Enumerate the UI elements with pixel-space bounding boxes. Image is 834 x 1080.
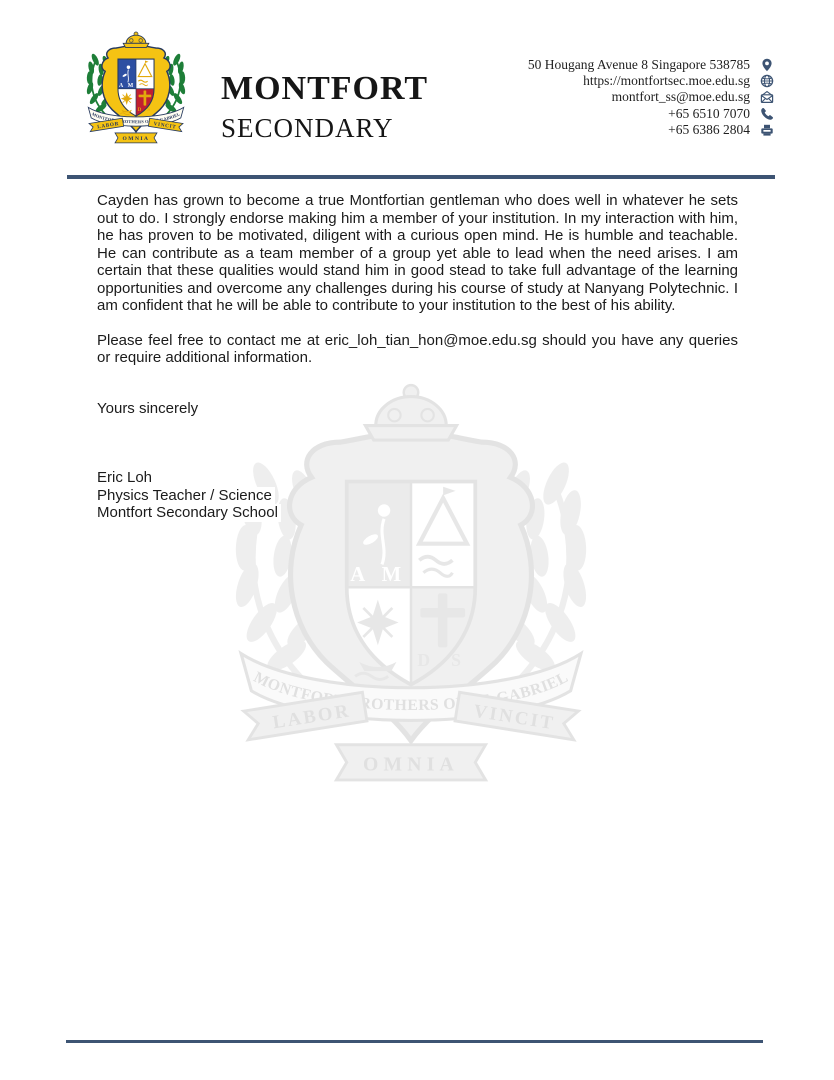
phone-icon [760,107,774,121]
school-crest-logo [72,28,200,146]
signature-block [97,469,738,522]
globe-icon [760,74,774,88]
letter-body [97,192,738,522]
school-name-sub: SECONDARY [221,113,394,143]
envelope-icon [760,90,774,104]
signature-name: Eric Loh [97,469,738,487]
school-name-main: MONTFORT [221,70,429,107]
letter-paragraph-2: Please feel free to contact me at eric_loh_tian_hon@moe.edu.sg should you have any queries or require additional information. [97,331,738,366]
contact-row-fax [528,122,774,138]
letter-closing [97,400,738,418]
contact-row-email [528,89,774,105]
contact-row-phone [528,106,774,122]
header-divider-line [67,175,775,179]
contact-email: montfort_ss@moe.edu.sg [611,89,750,105]
contact-address: 50 Hougang Avenue 8 Singapore 538785 [527,57,750,73]
contact-website: https://montfortsec.moe.edu.sg [583,73,750,89]
contact-block [528,57,774,138]
contact-row-address [528,57,774,73]
letter-paragraph-1: Cayden has grown to become a true Montfortian gentleman who does well in whatever he sets out to do. I strongly endorse making him a member of your institution. In my interaction with him, he has proven to be motivated, diligent with a curious open mind. He is humble and teachable. He can contribute as a team member of a group yet able to lead when the need arises. I am certain that these qualities would stand him in good stead to take full advantage of the learning opportunities and overcome any challenges during his course of study at Nanyang Polytechnic. I am confident that he will be able to contribute to your institution to the best of his ability. [97,192,738,314]
contact-phone: +65 6510 7070 [668,105,750,121]
contact-row-website [528,73,774,89]
closing-text: Yours sincerely [97,400,201,418]
school-name [221,72,428,142]
location-pin-icon [760,58,774,72]
footer-divider-line [66,1040,763,1043]
signature-title: Physics Teacher / Science [97,487,738,505]
fax-icon [760,123,774,137]
contact-fax: +65 6386 2804 [668,121,750,137]
signature-organization: Montfort Secondary School [97,504,738,522]
